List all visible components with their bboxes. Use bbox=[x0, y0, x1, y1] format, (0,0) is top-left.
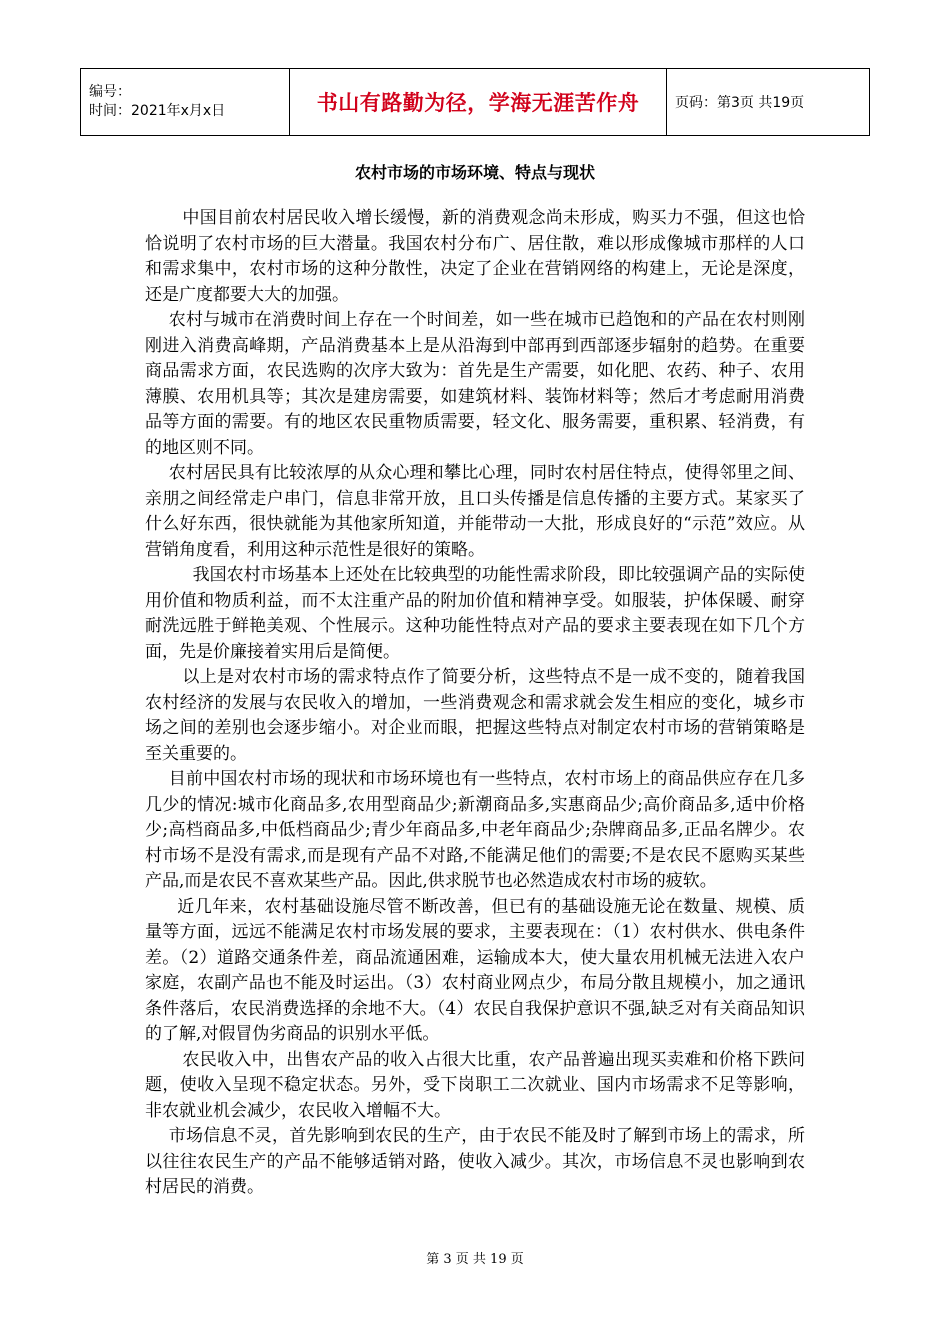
document-body bbox=[145, 206, 805, 1201]
paragraph: 农村居民具有比较浓厚的从众心理和攀比心理，同时农村居住特点，使得邻里之间、亲朋之间经常走户串门，信息非常开放，且口头传播是信息传播的主要方式。某家买了什么好东西，很快就能为其他家所知道，并能带动一大批，形成良好的“示范”效应。从营销角度看，利用这种示范性是很好的策略。 bbox=[145, 463, 805, 560]
page-footer: 第 3 页 共 19 页 bbox=[426, 1252, 524, 1267]
paragraph: 农村与城市在消费时间上存在一个时间差，如一些在城市已趋饱和的产品在农村则刚刚进入消费高峰期，产品消费基本上是从沿海到中部再到西部逐步辐射的趋势。在重要商品需求方面，农民选购的次序大致为：首先是生产需要，如化肥、农药、种子、农用薄膜、农用机具等；其次是建房需要，如建筑材料、装饰材料等；然后才考虑耐用消费品等方面的需要。有的地区农民重物质需要，轻文化、服务需要，重积累、轻消费，有的地区则不同。 bbox=[145, 310, 805, 458]
paragraph: 近几年来，农村基础设施尽管不断改善，但已有的基础设施无论在数量、规模、质量等方面，远远不能满足农村市场发展的要求，主要表现在：（1）农村供水、供电条件差。（2）道路交通条件差，商品流通困难，运输成本大，使大量农用机械无法进入农户家庭，农副产品也不能及时运出。（3）农村商业网点少，布局分散且规模小，加之通讯条件落后，农民消费选择的余地不大。（4）农民自我保护意识不强,缺乏对有关商品知识的了解,对假冒伪劣商品的识别水平低。 bbox=[145, 896, 805, 1044]
header-meta bbox=[81, 69, 290, 136]
paragraph: 以上是对农村市场的需求特点作了简要分析，这些特点不是一成不变的，随着我国农村经济的发展与农民收入的增加，一些消费观念和需求就会发生相应的变化，城乡市场之间的差别也会逐步缩小。对企业而眼，把握这些特点对制定农村市场的营销策略是至关重要的。 bbox=[145, 667, 805, 764]
paragraph: 中国目前农村居民收入增长缓慢，新的消费观念尚未形成，购买力不强，但这也恰恰说明了农村市场的巨大潜量。我国农村分布广、居住散，难以形成像城市那样的人口和需求集中，农村市场的这种分散性，决定了企业在营销网络的构建上，无论是深度，还是广度都要大大的加强。 bbox=[145, 208, 805, 305]
header-page-info: 页码：第3页 共19页 bbox=[667, 69, 870, 136]
document-title: 农村市场的市场环境、特点与现状 bbox=[354, 163, 595, 182]
paragraph: 市场信息不灵，首先影响到农民的生产，由于农民不能及时了解到市场上的需求，所以往往农民生产的产品不能够适销对路，使收入减少。其次，市场信息不灵也影响到农村居民的消费。 bbox=[145, 1126, 805, 1197]
document-date: 时间：2021年x月x日 bbox=[89, 103, 226, 119]
document-number-label: 编号： bbox=[89, 84, 131, 100]
document-header bbox=[80, 68, 870, 136]
paragraph: 农民收入中，出售农产品的收入占很大比重，农产品普遍出现买卖难和价格下跌问题，使收入呈现不稳定状态。另外，受下岗职工二次就业、国内市场需求不足等影响，非农就业机会减少，农民收入增幅不大。 bbox=[145, 1049, 805, 1121]
header-motto: 书山有路勤为径，学海无涯苦作舟 bbox=[290, 69, 667, 136]
paragraph: 我国农村市场基本上还处在比较典型的功能性需求阶段，即比较强调产品的实际使用价值和物质利益，而不太注重产品的附加价值和精神享受。如服装，护体保暖、耐穿耐洗远胜于鲜艳美观、个性展示。这种功能性特点对产品的要求主要表现在如下几个方面，先是价廉接着实用后是简便。 bbox=[145, 565, 805, 662]
paragraph: 目前中国农村市场的现状和市场环境也有一些特点，农村市场上的商品供应存在几多几少的情况:城市化商品多,农用型商品少;新潮商品多,实惠商品少;高价商品多,适中价格少;高档商品多,中低档商品少;青少年商品多,中老年商品少;杂牌商品多,正品名牌少。农村市场不是没有需求,而是现有产品不对路,不能满足他们的需要;不是农民不愿购买某些产品,而是农民不喜欢某些产品。因此,供求脱节也必然造成农村市场的疲软。 bbox=[145, 769, 805, 891]
